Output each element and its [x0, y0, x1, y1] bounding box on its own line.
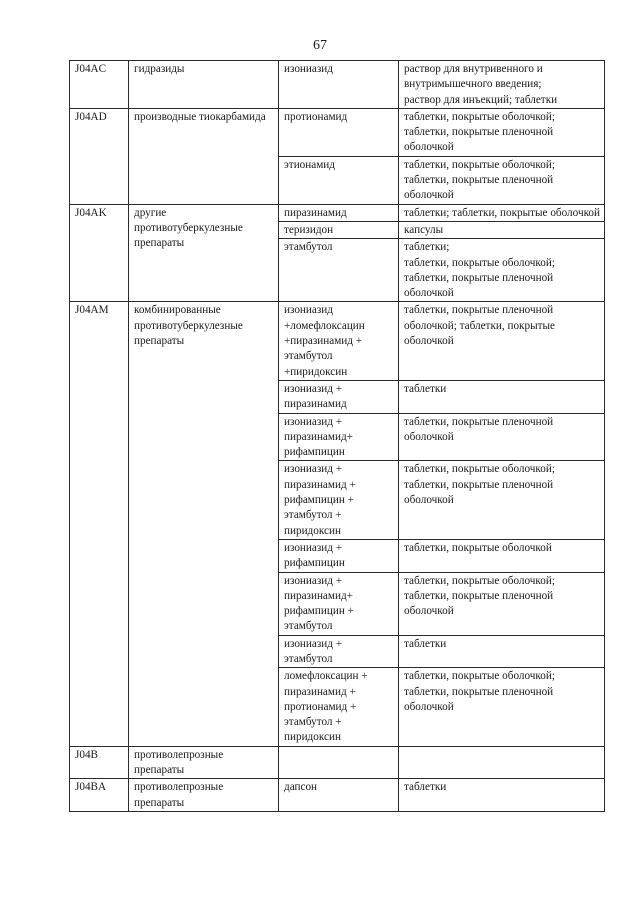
pharmacological-group-cell: комбинированные противотуберкулезные препараты — [129, 302, 279, 746]
drug-name-cell: изониазид +ломефлоксацин +пиразинамид + этамбутол +пиридоксин — [279, 302, 399, 380]
atc-code-cell: J04BA — [70, 779, 129, 812]
pharmacological-group-cell: противолепрозные препараты — [129, 779, 279, 812]
dosage-form-cell: капсулы — [399, 221, 605, 238]
drug-name-cell: теризидон — [279, 221, 399, 238]
dosage-form-cell: таблетки, покрытые оболочкой; таблетки, покрытые пленочной оболочкой — [399, 461, 605, 539]
dosage-form-cell: таблетки, покрытые оболочкой; таблетки, покрытые пленочной оболочкой — [399, 668, 605, 746]
drug-name-cell: изониазид + этамбутол — [279, 635, 399, 668]
dosage-form-cell: таблетки — [399, 779, 605, 812]
dosage-form-cell: таблетки — [399, 380, 605, 413]
drug-name-cell: изониазид + пиразинамид — [279, 380, 399, 413]
drug-name-cell: этионамид — [279, 156, 399, 204]
dosage-form-cell: таблетки, покрытые оболочкой; таблетки, покрытые пленочной оболочкой — [399, 572, 605, 635]
atc-code-cell: J04AC — [70, 61, 129, 109]
table-body — [70, 61, 605, 812]
atc-code-cell: J04AM — [70, 302, 129, 746]
dosage-form-cell: таблетки, покрытые оболочкой; таблетки, покрытые пленочной оболочкой — [399, 156, 605, 204]
dosage-form-cell — [399, 746, 605, 779]
drug-name-cell: этамбутол — [279, 239, 399, 302]
drug-name-cell: дапсон — [279, 779, 399, 812]
pharmacological-group-cell: гидразиды — [129, 61, 279, 109]
drug-name-cell: пиразинамид — [279, 204, 399, 221]
drug-name-cell: протионамид — [279, 108, 399, 156]
table-row — [70, 61, 605, 109]
atc-code-cell: J04AK — [70, 204, 129, 302]
table-row — [70, 108, 605, 156]
pharmacological-group-cell: противолепрозные препараты — [129, 746, 279, 779]
dosage-form-cell: таблетки; таблетки, покрытые оболочкой — [399, 204, 605, 221]
page-number: 67 — [313, 38, 327, 53]
dosage-form-cell: раствор для внутривенного и внутримышечного введения; раствор для инъекций; таблетки — [399, 61, 605, 109]
pharmacological-group-cell: производные тиокарбамида — [129, 108, 279, 204]
dosage-form-cell: таблетки, покрытые оболочкой — [399, 539, 605, 572]
table-row — [70, 779, 605, 812]
table-row — [70, 746, 605, 779]
drug-name-cell — [279, 746, 399, 779]
drug-name-cell: изониазид + рифампицин — [279, 539, 399, 572]
atc-code-cell: J04AD — [70, 108, 129, 204]
dosage-form-cell: таблетки, покрытые пленочной оболочкой — [399, 413, 605, 461]
dosage-form-cell: таблетки, покрытые пленочной оболочкой; таблетки, покрытые оболочкой — [399, 302, 605, 380]
drug-name-cell: изониазид + пиразинамид+ рифампицин + этамбутол — [279, 572, 399, 635]
drug-name-cell: ломефлоксацин + пиразинамид + протионамид + этамбутол + пиридоксин — [279, 668, 399, 746]
atc-code-cell: J04B — [70, 746, 129, 779]
table-row — [70, 302, 605, 380]
drug-name-cell: изониазид + пиразинамид+ рифампицин — [279, 413, 399, 461]
drug-name-cell: изониазид + пиразинамид + рифампицин + этамбутол + пиридоксин — [279, 461, 399, 539]
dosage-form-cell: таблетки; таблетки, покрытые оболочкой; таблетки, покрытые пленочной оболочкой — [399, 239, 605, 302]
pharmacological-group-cell: другие противотуберкулезные препараты — [129, 204, 279, 302]
drug-classification-table — [69, 60, 605, 812]
dosage-form-cell: таблетки — [399, 635, 605, 668]
table-row — [70, 204, 605, 221]
dosage-form-cell: таблетки, покрытые оболочкой; таблетки, покрытые пленочной оболочкой — [399, 108, 605, 156]
drug-name-cell: изониазид — [279, 61, 399, 109]
